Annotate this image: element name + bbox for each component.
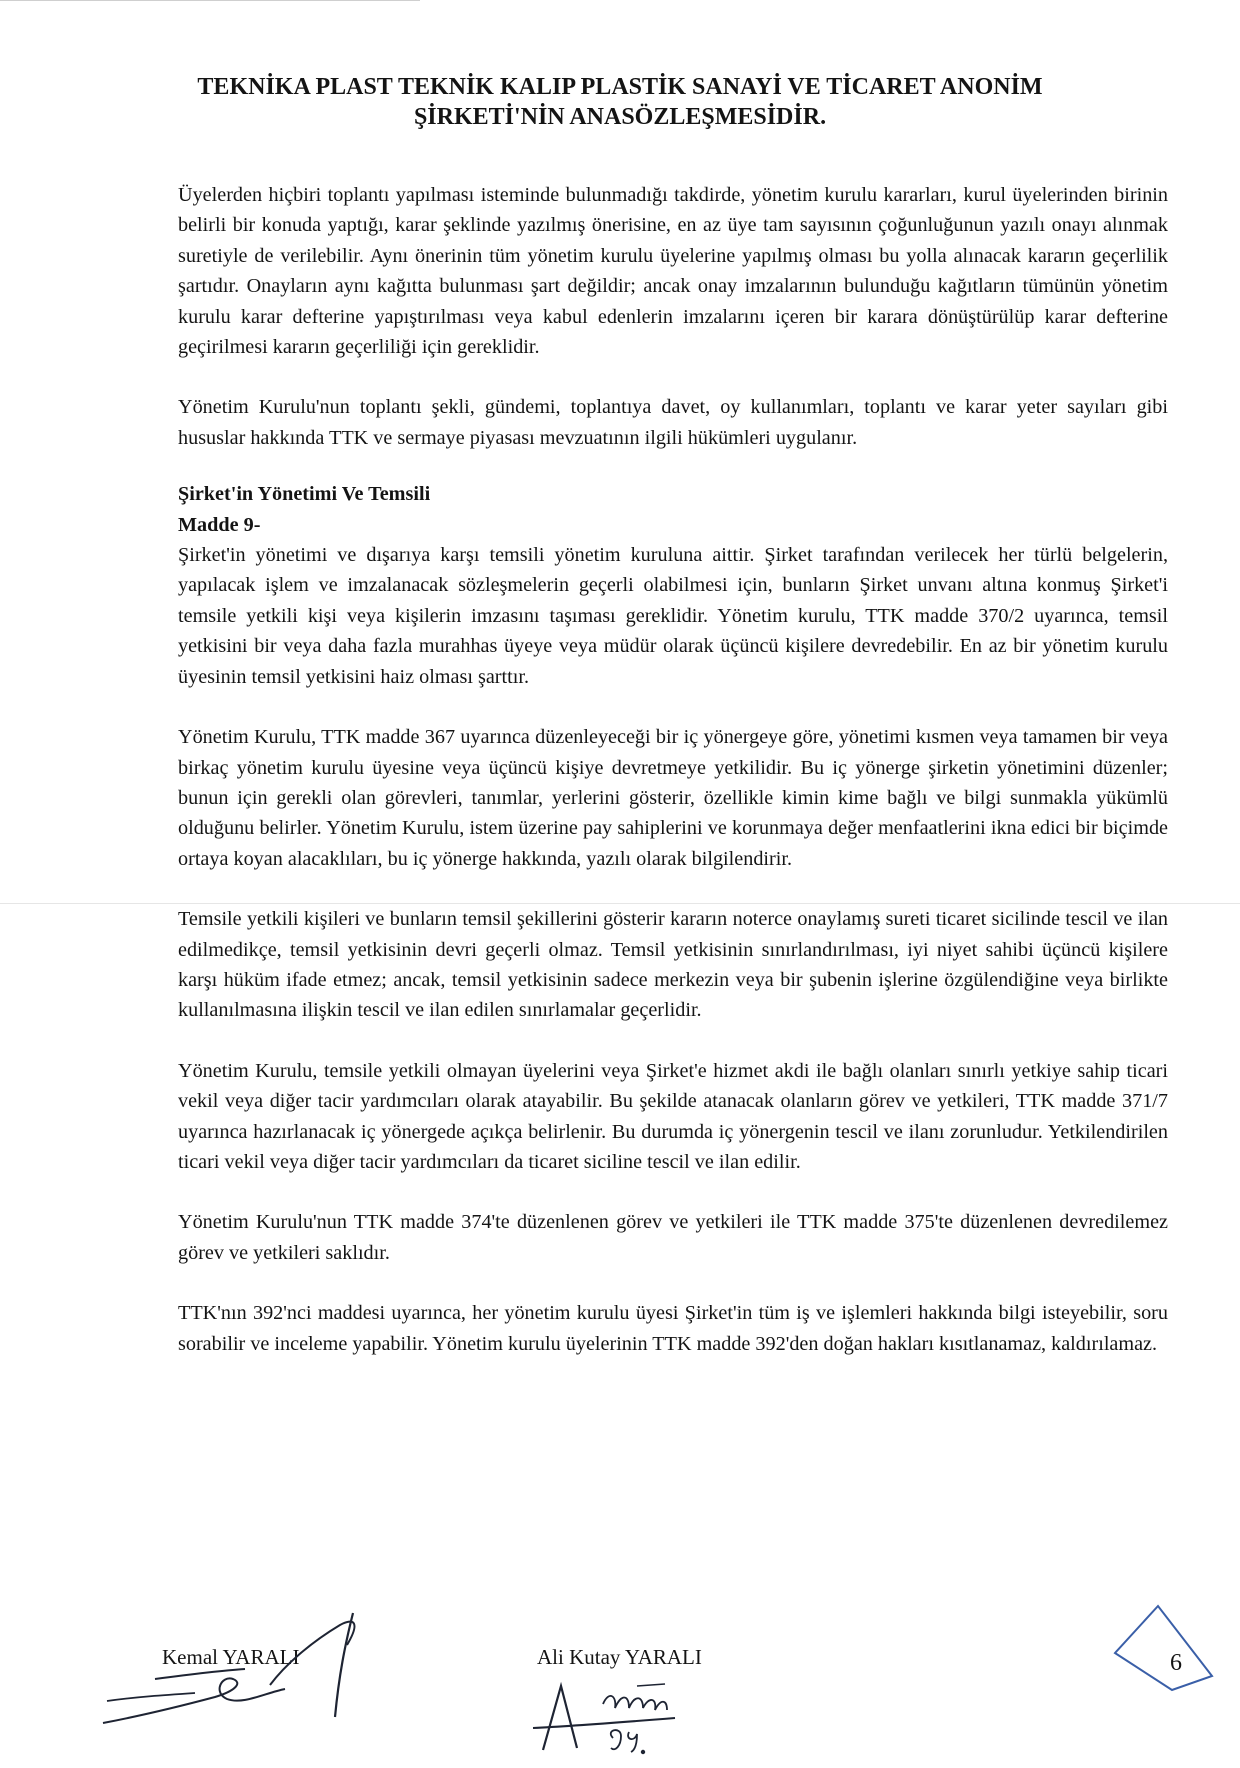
- paragraph: Şirket'in yönetimi ve dışarıya karşı temsili yönetim kuruluna aittir. Şirket tarafından verilecek her türlü belgelerin, yapılacak işlem ve imzalanacak sözleşmelerin geçerli olabilmesi için, bunların Şirket unvanı altına konmuş Şirket'i temsile yetkili kişi veya kişilerin imzasını taşıması gereklidir. Yönetim kurulu, TTK madde 370/2 uyarınca, temsil yetkisini bir veya daha fazla murahhas üyeye veya müdür olarak üçüncü kişilere devredebilir. En az bir yönetim kurulu üyesinin temsil yetkisini haiz olması şarttır.: [178, 544, 1168, 688]
- paragraph: Temsile yetkili kişileri ve bunların temsil şekillerini gösterir kararın noterce onaylamış sureti ticaret sicilinde tescil ve ilan edilmedikçe, temsil yetkisinin devri geçerli olmaz. Temsil yetkisinin sınırlandırılması, iyi niyet sahibi üçüncü kişilere karşı hüküm ifade etmez; ancak, temsil yetkisinin sadece merkezin veya bir şubenin işlerine özgülendiğine veya birlikte kullanılmasına ilişkin tescil ve ilan edilen sınırlamalar geçerlidir.: [178, 908, 1168, 1022]
- signature-1: [95, 1605, 395, 1735]
- page-number-marker: [1110, 1598, 1220, 1698]
- paragraph: Yönetim Kurulu, temsile yetkili olmayan üyelerini veya Şirket'e hizmet akdi ile bağlı olanları sınırlı yetkiye sahip ticari vekil veya diğer tacir yardımcıları olarak atayabilir. Bu şekilde atanacak olanların görev ve yetkileri, TTK madde 371/7 uyarınca hazırlanacak iç yönergede açıkça belirlenir. Bu durumda iç yönergenin tescil ve ilanı zorunludur. Yetkilendirilen ticari vekil veya diğer tacir yardımcıları da ticaret siciline tescil ve ilan edilir.: [178, 1059, 1168, 1173]
- paragraph: Yönetim Kurulu, TTK madde 367 uyarınca düzenleyeceği bir iç yönergeye göre, yönetimi kısmen veya tamamen bir veya birkaç yönetim kurulu üyesine veya üçüncü kişiye devretmeye yetkilidir. Bu iç yönerge şirketin yönetimini düzenler; bunun için gerekli olan görevleri, tanımlar, yerlerini gösterir, özellikle kimin kime bağlı ve bilgi sunmakla yükümlü olduğunu belirler. Yönetim Kurulu, istem üzerine pay sahiplerini ve korunmaya değer menfaatlerini ikna edici bir biçimde ortaya koyan alacaklıları, bu iç yönerge hakkında, yazılı olarak bilgilendirir.: [178, 726, 1168, 870]
- paragraph: Yönetim Kurulu'nun TTK madde 374'te düzenlenen görev ve yetkileri ile TTK madde 375'te düzenlenen devredilemez görev ve yetkileri saklıdır.: [178, 1211, 1168, 1264]
- title-line-2: ŞİRKETİ'NİN ANASÖZLEŞMESİDİR.: [413, 104, 827, 130]
- document-body: [178, 180, 1168, 1359]
- scan-edge-line: [0, 0, 420, 1]
- page-number: 6: [1170, 1650, 1182, 1676]
- article-label: Madde 9-: [178, 513, 261, 536]
- document-title: [140, 72, 1100, 132]
- signatory-name-2: Ali Kutay YARALI: [537, 1645, 702, 1669]
- paragraph: Üyelerden hiçbiri toplantı yapılması isteminde bulunmadığı takdirde, yönetim kurulu kararları, kurul üyelerinden birinin belirli bir konuda yaptığı, karar şeklinde yazılmış önerisine, en az üye tam sayısının çoğunluğunun yazılı onayı alınmak suretiyle de verilebilir. Aynı önerinin tüm yönetim kurulu üyelerine yapılmış olması bu yolla alınacak kararın geçerlilik şartıdır. Onayların aynı kağıtta bulunması şart değildir; ancak onay imzalarının bulunduğu kağıtların tümünün yönetim kurulu karar defterine yapıştırılması veya kabul edenlerin imzalarını içeren bir karara dönüştürülüp karar defterine geçirilmesi kararın geçerliliği için gereklidir.: [178, 184, 1168, 359]
- section-heading: Şirket'in Yönetimi Ve Temsili: [178, 483, 431, 506]
- paragraph: TTK'nın 392'nci maddesi uyarınca, her yönetim kurulu üyesi Şirket'in tüm iş ve işlemleri hakkında bilgi isteyebilir, soru sorabilir ve inceleme yapabilir. Yönetim kurulu üyelerinin TTK madde 392'den doğan hakları kısıtlanamaz, kaldırılamaz.: [178, 1302, 1168, 1355]
- signature-2: [525, 1668, 725, 1768]
- paragraph: Yönetim Kurulu'nun toplantı şekli, gündemi, toplantıya davet, oy kullanımları, toplantı ve karar yeter sayıları gibi hususlar hakkında TTK ve sermaye piyasası mevzuatının ilgili hükümleri uygulanır.: [178, 396, 1168, 449]
- signatory-name-1: Kemal YARALI: [162, 1645, 300, 1669]
- title-line-1: TEKNİKA PLAST TEKNİK KALIP PLASTİK SANAYİ VE TİCARET ANONİM: [197, 74, 1043, 100]
